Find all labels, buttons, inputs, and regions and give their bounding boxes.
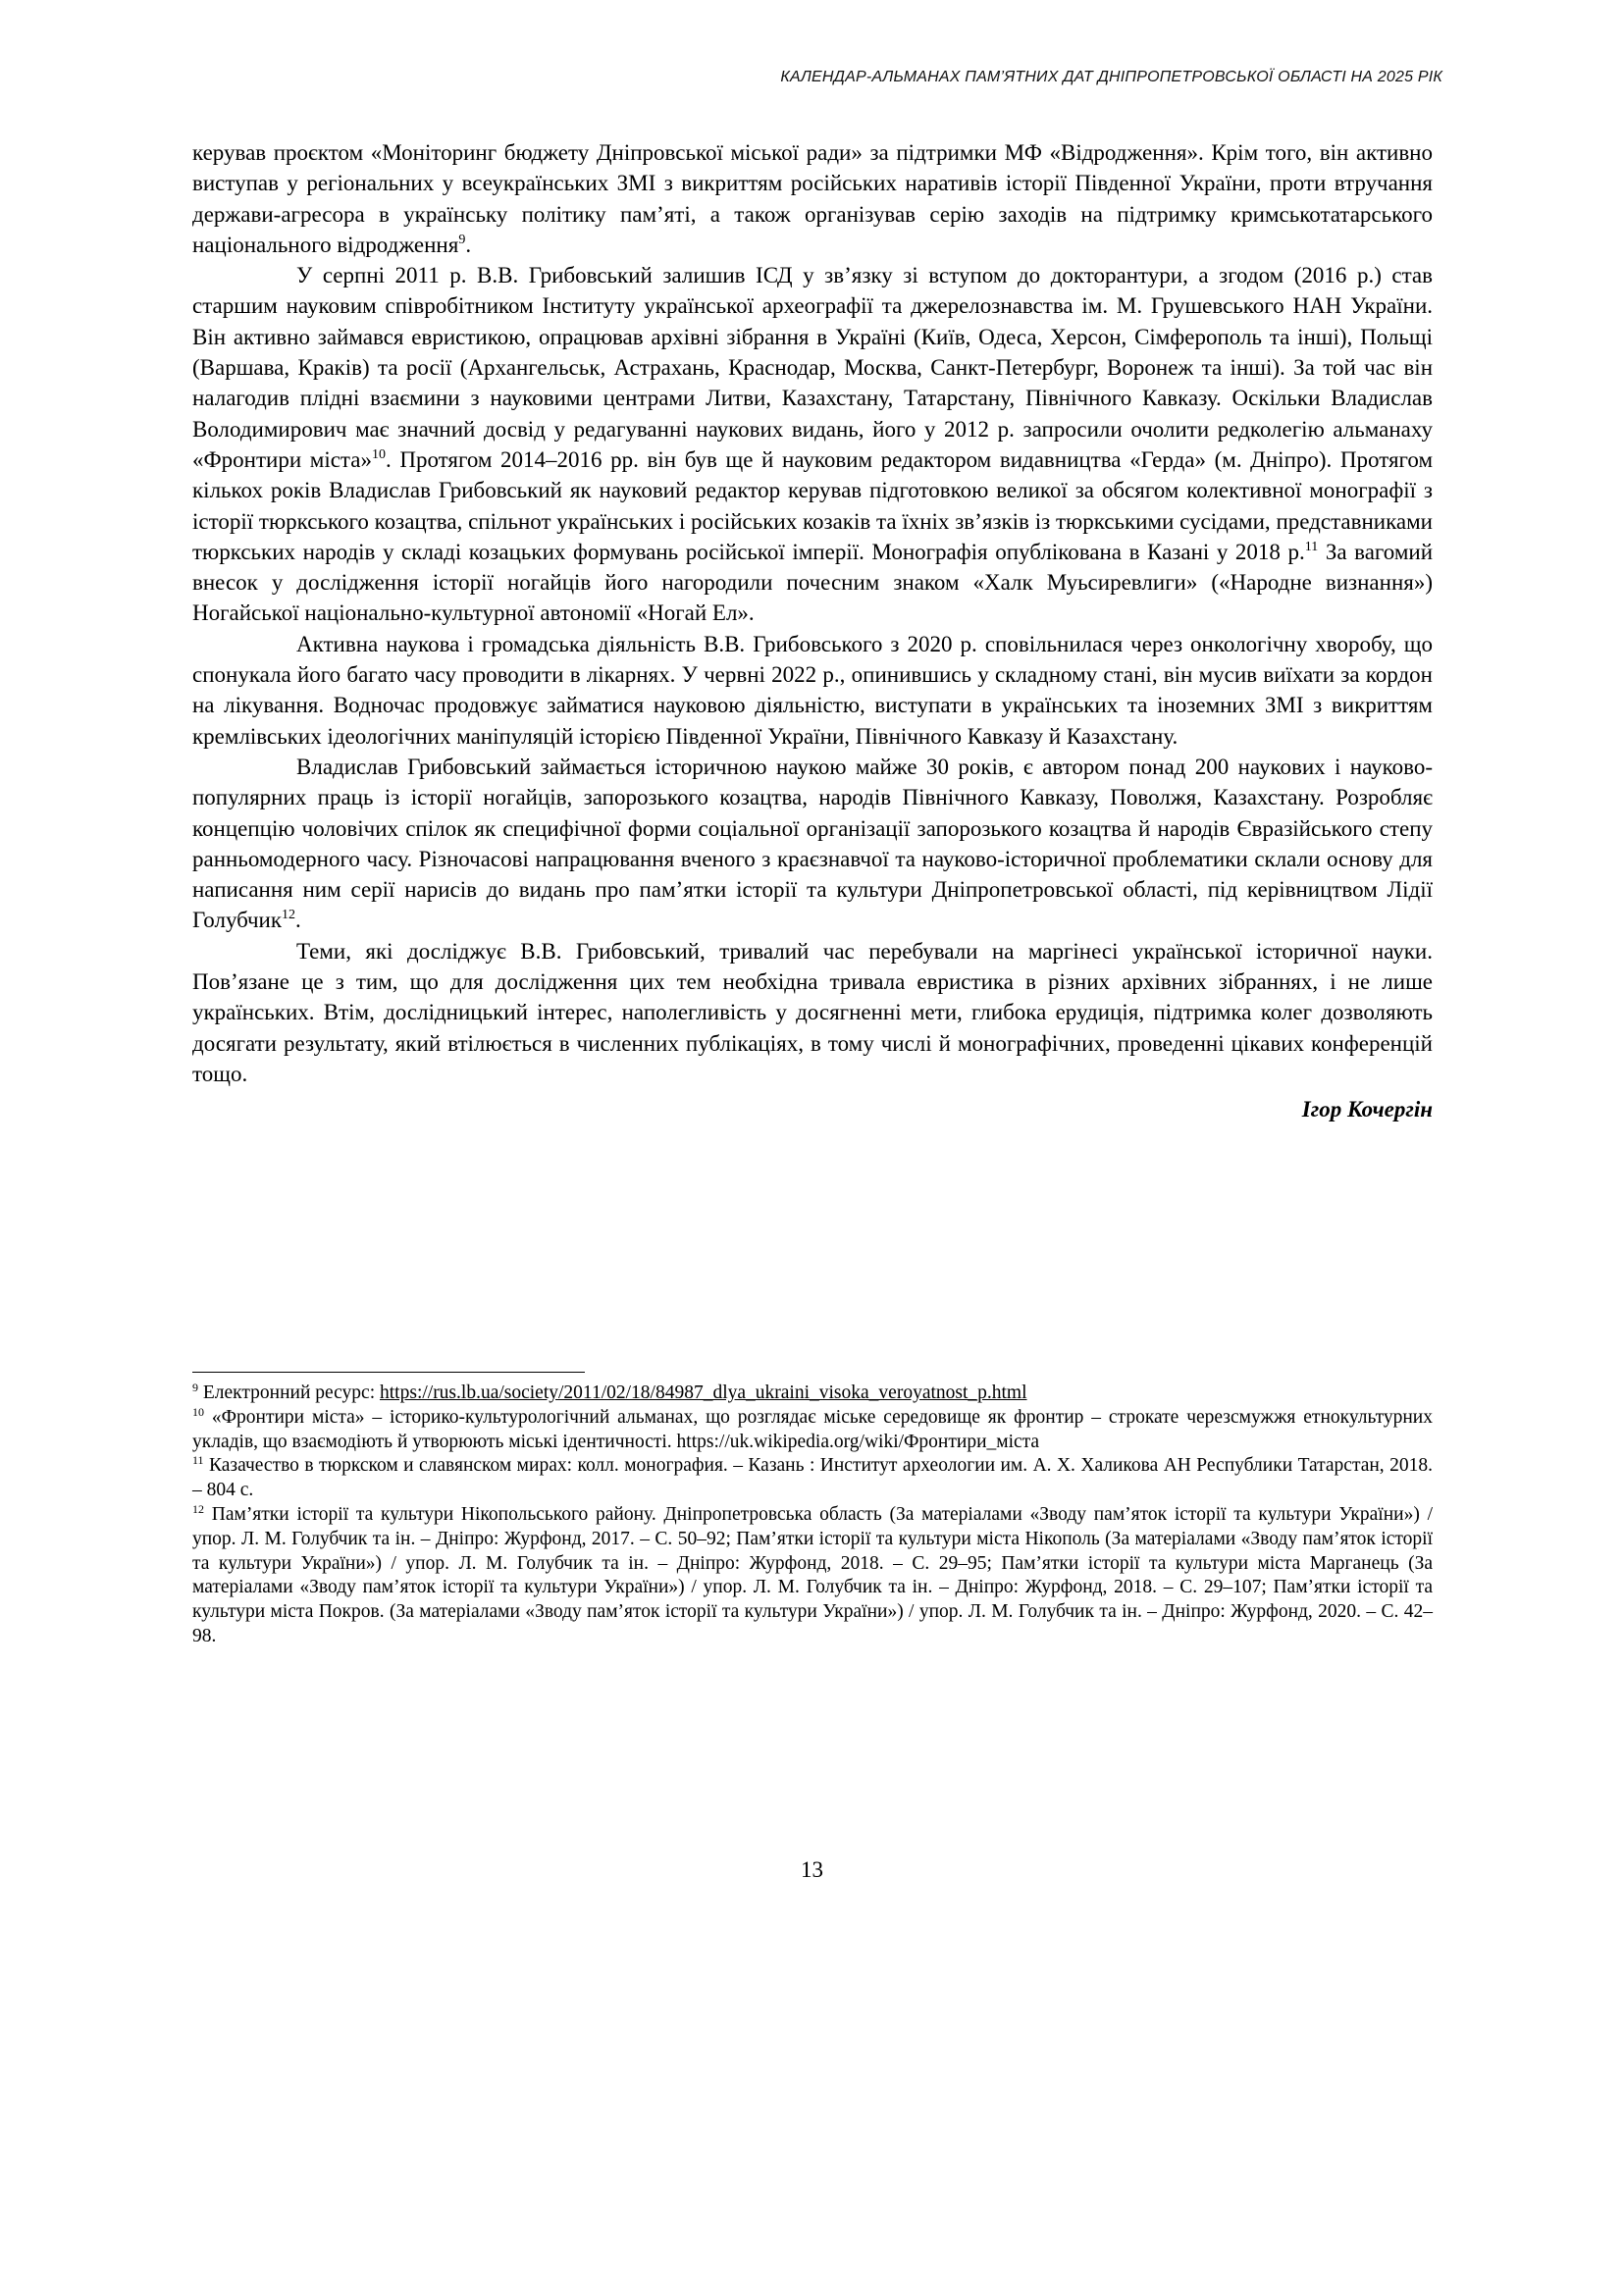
footnote-ref-11[interactable]: 11 [1304, 539, 1319, 554]
footnote-text: Пам’ятки історії та культури Нікопольського району. Дніпропетровська область (За матеріалами «Зводу пам’яток історії та культури України») / упор. Л. М. Голубчик та ін. – Дніпро: Журфонд, 2017. – С. 50–92; Пам’ятки історії та культури міста Нікополь (За матеріалами «Зводу пам’яток історії та культури України») / упор. Л. М. Голубчик та ін. – Дніпро: Журфонд, 2018. – С. 29–95; Пам’ятки історії та культури міста Марганець (За матеріалами «Зводу пам’яток історії та культури України») / упор. Л. М. Голубчик та ін. – Дніпро: Журфонд, 2018. – С. 29–107; Пам’ятки історії та культури міста Покров. (За матеріалами «Зводу пам’яток історії та культури України») / упор. Л. М. Голубчик та ін. – Дніпро: Журфонд, 2020. – С. 42–98. [192, 1503, 1433, 1646]
footnote-text: Казачество в тюркском и славянском мирах: колл. монография. – Казань : Институт археологии им. А. Х. Халикова АН Республики Татарстан, 2018. – 804 с. [192, 1455, 1433, 1501]
footnotes [192, 1382, 1433, 1649]
paragraph-text: Владислав Грибовський займається історичною наукою майже 30 років, є автором понад 200 наукових і науково-популярних праць із історії ногайців, запорозького козацтва, народів Північного Кавказу, Поволжя, Казахстану. Розробляє концепцію чоловічих спілок як специфічної форми соціальної організації запорозького козацтва й народів Євразійського степу ранньомодерного часу. Різночасові напрацювання вченого з краєзнавчої та науково-історичної проблематики склали основу для написання ним серії нарисів до видань про пам’ятки історії та культури Дніпропетровської області, під керівництвом Лідії Голубчик [192, 754, 1433, 933]
footnote-text: «Фронтири міста» – історико-культурологічний альманах, що розглядає міське середовище як фронтир – строкате черезсмужжя етнокультурних укладів, що взаємодіють й утворюють міські ідентичності. https://uk.wikipedia.org/wiki/Фронтири_міста [192, 1406, 1433, 1452]
paragraph-text: керував проєктом «Моніторинг бюджету Дніпровської міської ради» за підтримки МФ «Відродження». Крім того, він активно виступав у регіональних у всеукраїнських ЗМІ з викриттям російських наративів історії Південної України, проти втручання держави-агресора в українську політику пам’яті, а також організував серію заходів на підтримку кримськотатарського національного відродження [192, 140, 1433, 257]
paragraph-1 [192, 137, 1433, 260]
footnote-10 [192, 1406, 1433, 1455]
author-signature: Ігор Кочергін [1301, 1097, 1433, 1122]
paragraph-text: . Протягом 2014–2016 рр. він був ще й науковим редактором видавництва «Герда» (м. Дніпро). Протягом кількох років Владислав Грибовський як науковий редактор керував підготовкою великої за обсягом колективної монографії з історії тюркського козацтва, спільнот українських і російських козаків та їхніх зв’язків із тюркськими сусідами, представниками тюркських народів у складі козацьких формувань російської імперії. Монографія опублікована в Казані у 2018 р. [192, 446, 1434, 564]
page-number: 13 [801, 1857, 823, 1882]
footnote-11 [192, 1454, 1433, 1503]
footnote-ref-12[interactable]: 12 [282, 908, 296, 923]
footnote-9 [192, 1382, 1433, 1406]
footnote-link[interactable]: https://rus.lb.ua/society/2011/02/18/84987_dlya_ukraini_visoka_veroyatnost_p.html [380, 1382, 1027, 1403]
footnote-number: 11 [192, 1453, 204, 1468]
footnote-12 [192, 1503, 1433, 1649]
running-header: КАЛЕНДАР-АЛЬМАНАХ ПАМ’ЯТНИХ ДАТ ДНІПРОПЕТРОВСЬКОЇ ОБЛАСТІ НА 2025 РІК [780, 69, 1442, 85]
footnote-ref-10[interactable]: 10 [371, 446, 386, 462]
paragraph-text: У серпні 2011 р. В.В. Грибовський залишив ІСД у зв’язку зі вступом до докторантури, а згодом (2016 р.) став старшим науковим співробітником Інституту української археографії та джерелознавства ім. М. Грушевського НАН України. Він активно займався евристикою, опрацював архівні зібрання в Україні (Київ, Одеса, Херсон, Сімферополь та інші), Польщі (Варшава, Краків) та росії (Архангельськ, Астрахань, Краснодар, Москва, Санкт-Петербург, Воронеж та інші). За той час він налагодив плідні взаємини з науковими центрами Литви, Казахстану, Татарстану, Північного Кавказу. Оскільки Владислав Володимирович має значний досвід у редагуванні наукових видань, його у 2012 р. запросили очолити редколегію альманаху «Фронтири міста» [192, 263, 1433, 472]
footnote-number: 10 [192, 1404, 204, 1419]
paragraph-end: . [295, 908, 301, 933]
paragraph-5: Теми, які досліджує В.В. Грибовський, тривалий час перебували на маргінесі української історичної науки. Пов’язане це з тим, що для дослідження цих тем необхідна тривала евристика в різних архівних зібраннях, і не лише українських. Втім, дослідницький інтерес, наполегливість у досягненні мети, глибока ерудиція, підтримка колег дозволяють досягати результату, який втілюється в численних публікаціях, в тому числі й монографічних, проведенні цікавих конференцій тощо. [192, 938, 1433, 1086]
footnote-number: 12 [192, 1501, 204, 1516]
footnote-text: Електронний ресурс: [198, 1382, 381, 1403]
paragraph-4 [192, 752, 1433, 936]
footnote-ref-9[interactable]: 9 [458, 232, 466, 247]
paragraph-end: . [465, 232, 472, 257]
main-text [192, 137, 1433, 1124]
footnote-number: 9 [192, 1381, 198, 1394]
footnote-separator [192, 1372, 585, 1373]
paragraph-text: За вагомий внесок у дослідження історії ногайців його нагородили почесним знаком «Халк Муьсиревлиги» («Народне визнання») Ногайської національно-культурної автономії «Ногай Ел». [192, 539, 1433, 626]
paragraph-2 [192, 260, 1433, 629]
paragraph-3: Активна наукова і громадська діяльність В.В. Грибовського з 2020 р. сповільнилася через онкологічну хворобу, що спонукала його багато часу проводити в лікарнях. У червні 2022 р., опинившись у складному стані, він мусив виїхати за кордон на лікування. Водночас продовжує займатися науковою діяльністю, виступати в українських та іноземних ЗМІ з викриттям кремлівських ідеологічних маніпуляцій історією Південної України, Північного Кавказу й Казахстану. [192, 631, 1433, 749]
